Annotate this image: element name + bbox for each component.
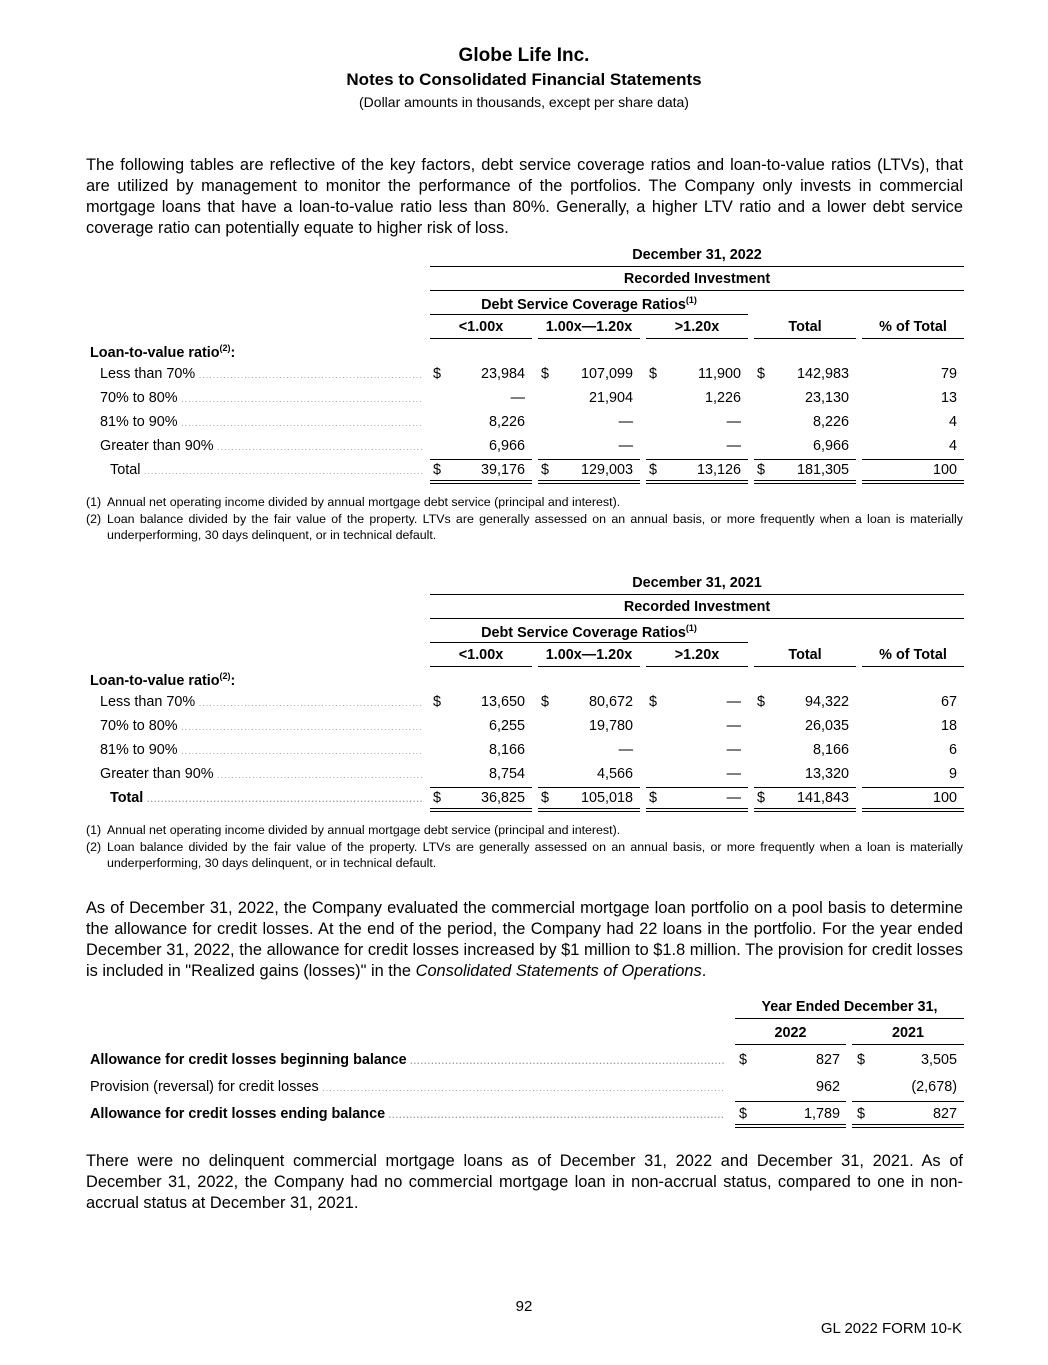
cell-2021: 827 — [932, 1106, 957, 1122]
rule — [754, 666, 856, 667]
double-rule — [430, 808, 532, 812]
cell-total: 94,322 — [804, 694, 849, 710]
row-label: Greater than 90% ..... — [100, 766, 423, 782]
cell-pct: 79 — [940, 366, 957, 382]
group-header: Year Ended December 31, — [761, 999, 938, 1015]
cell-pct: 6 — [948, 742, 957, 758]
page-subtitle: (Dollar amounts in thousands, except per share data) — [359, 94, 689, 110]
closing-paragraph: There were no delinquent commercial mortgage loans as of December 31, 2022 and December 31, 2021. As of December 31, 2022, the Company had no commercial mortgage loan in non-accrual status, compared to one in non-accrual status at December 31, 2021. — [86, 1152, 963, 1212]
column-header: 1.00x—1.20x — [545, 319, 633, 335]
section-footnote-ref: (2) — [219, 343, 231, 353]
rule — [430, 314, 748, 315]
row-label: 81% to 90% ..... — [100, 742, 423, 758]
footnote-text: Loan balance divided by the fair value of the property. LTVs are generally assessed on an annual basis, or more frequently when a loan is materially underperforming, 30 days delinquent, or in technical default. — [107, 512, 963, 542]
rule — [852, 1101, 964, 1102]
row-label: Greater than 90% ..... — [100, 438, 423, 454]
cell-total: 142,983 — [796, 366, 849, 382]
rule — [538, 338, 640, 339]
cell-c3: — — [726, 718, 741, 734]
rule — [735, 1018, 964, 1019]
footnote — [86, 494, 963, 510]
footnote-text: Annual net operating income divided by annual mortgage debt service (principal and interest). — [107, 823, 621, 837]
double-rule — [852, 1124, 964, 1128]
footnote-number: (2) — [86, 512, 102, 526]
double-rule — [430, 480, 532, 484]
rule — [430, 338, 532, 339]
dollar-sign: $ — [541, 790, 550, 806]
cell-c3: — — [726, 438, 741, 454]
dollar-sign: $ — [649, 366, 658, 382]
group-header: Recorded Investment — [623, 271, 771, 287]
column-header: <1.00x — [458, 647, 504, 663]
dollar-sign: $ — [739, 1052, 748, 1068]
cell-c1: 13,650 — [480, 694, 525, 710]
cell-total: 13,320 — [804, 766, 849, 782]
column-header: <1.00x — [458, 319, 504, 335]
dollar-sign: $ — [649, 462, 658, 478]
cell-c2: 80,672 — [588, 694, 633, 710]
total-cell-c2: 105,018 — [580, 790, 633, 806]
period-header: December 31, 2022 — [632, 247, 762, 263]
double-rule — [862, 808, 964, 812]
rule — [862, 338, 964, 339]
row-label: 70% to 80% ..... — [100, 718, 423, 734]
subgroup-label: Debt Service Coverage Ratios — [481, 624, 686, 641]
dollar-sign: $ — [649, 694, 658, 710]
section-label-text: Loan-to-value ratio — [90, 672, 220, 689]
section-label-suffix: : — [230, 672, 236, 689]
footnote-number: (1) — [86, 823, 102, 837]
cell-2021: (2,678) — [911, 1079, 957, 1095]
subgroup-header — [430, 623, 748, 641]
rule — [646, 787, 748, 788]
double-rule — [735, 1124, 846, 1128]
rule — [430, 594, 964, 595]
total-cell-c3: 13,126 — [696, 462, 741, 478]
group-header: Recorded Investment — [623, 599, 771, 615]
rule — [862, 459, 964, 460]
cell-c2: 4,566 — [596, 766, 633, 782]
company-name: Globe Life Inc. — [458, 45, 590, 66]
footnote — [86, 822, 963, 838]
allowance-paragraph — [86, 898, 963, 982]
cell-c1: 6,255 — [488, 718, 525, 734]
dollar-sign: $ — [739, 1106, 748, 1122]
cell-c2: 107,099 — [580, 366, 633, 382]
cell-c1: 23,984 — [480, 366, 525, 382]
footnote-number: (2) — [86, 840, 102, 854]
column-header: >1.20x — [674, 647, 720, 663]
cell-total: 8,166 — [812, 742, 849, 758]
double-rule — [538, 480, 640, 484]
row-label: Allowance for credit losses beginning balance ..... — [90, 1052, 724, 1068]
cell-c2: 21,904 — [588, 390, 633, 406]
allowance-paragraph-italic: Consolidated Statements of Operations — [415, 962, 702, 980]
rule — [538, 459, 640, 460]
allowance-paragraph-main: As of December 31, 2022, the Company evaluated the commercial mortgage loan portfolio on a pool basis to determine the allowance for credit losses. At the end of the period, the Company had 22 loans in the portfolio. For the year ended December 31, 2022, the allowance for credit losses increased by $1 million to $1.8 million. The provision for credit losses is included in "Realized gains (losses)" in the — [86, 899, 963, 980]
rule — [646, 459, 748, 460]
cell-c1: 8,166 — [488, 742, 525, 758]
cell-total: 8,226 — [812, 414, 849, 430]
dollar-sign: $ — [857, 1106, 866, 1122]
rule — [862, 787, 964, 788]
footnote-text: Loan balance divided by the fair value of the property. LTVs are generally assessed on an annual basis, or more frequently when a loan is materially underperforming, 30 days delinquent, or in technical default. — [107, 840, 963, 870]
dollar-sign: $ — [541, 462, 550, 478]
footnote — [86, 511, 963, 543]
rule — [430, 459, 532, 460]
row-label: Less than 70% ..... — [100, 366, 423, 382]
dollar-sign: $ — [433, 790, 442, 806]
rule — [538, 666, 640, 667]
cell-2022: 962 — [815, 1079, 840, 1095]
rule — [852, 1044, 964, 1045]
row-label: Provision (reversal) for credit losses ..... — [90, 1079, 724, 1095]
total-cell-c1: 39,176 — [480, 462, 525, 478]
subgroup-label: Debt Service Coverage Ratios — [481, 296, 686, 313]
column-header: >1.20x — [674, 319, 720, 335]
rule — [754, 787, 856, 788]
rule — [735, 1044, 846, 1045]
dollar-sign: $ — [541, 694, 550, 710]
total-cell-total: 141,843 — [796, 790, 849, 806]
page-number: 92 — [515, 1298, 533, 1315]
total-cell-c3: — — [726, 790, 741, 806]
row-label: 70% to 80% ..... — [100, 390, 423, 406]
total-cell-pct: 100 — [932, 790, 957, 806]
cell-c2: — — [618, 438, 633, 454]
period-header: December 31, 2021 — [632, 575, 762, 591]
form-label: GL 2022 FORM 10-K — [820, 1320, 962, 1337]
cell-c1: 8,754 — [488, 766, 525, 782]
rule — [735, 1101, 846, 1102]
cell-total: 23,130 — [804, 390, 849, 406]
dollar-sign: $ — [433, 694, 442, 710]
row-label: Allowance for credit losses ending balance ..... — [90, 1106, 724, 1122]
cell-c1: 6,966 — [488, 438, 525, 454]
year-header: 2022 — [774, 1025, 807, 1041]
year-header: 2021 — [891, 1025, 924, 1041]
row-label: Less than 70% ..... — [100, 694, 423, 710]
rule — [646, 666, 748, 667]
rule — [430, 618, 964, 619]
cell-total: 26,035 — [804, 718, 849, 734]
dollar-sign: $ — [433, 366, 442, 382]
cell-c3: — — [726, 742, 741, 758]
dollar-sign: $ — [757, 790, 766, 806]
rule — [862, 666, 964, 667]
subgroup-footnote-ref: (1) — [685, 295, 697, 305]
section-footnote-ref: (2) — [219, 671, 231, 681]
rule — [430, 787, 532, 788]
rule — [646, 338, 748, 339]
rule — [430, 642, 748, 643]
section-label-suffix: : — [230, 344, 236, 361]
cell-pct: 67 — [940, 694, 957, 710]
column-header: % of Total — [879, 319, 947, 335]
footnote — [86, 839, 963, 871]
dollar-sign: $ — [433, 462, 442, 478]
rule — [538, 787, 640, 788]
dollar-sign: $ — [649, 790, 658, 806]
rule — [430, 666, 532, 667]
footnote-number: (1) — [86, 495, 102, 509]
column-header: % of Total — [879, 647, 947, 663]
total-cell-c1: 36,825 — [480, 790, 525, 806]
cell-pct: 4 — [948, 438, 957, 454]
cell-c3: 1,226 — [704, 390, 741, 406]
cell-2022: 827 — [815, 1052, 840, 1068]
subgroup-footnote-ref: (1) — [685, 623, 697, 633]
rule — [430, 266, 964, 267]
cell-c2: 19,780 — [588, 718, 633, 734]
total-cell-pct: 100 — [932, 462, 957, 478]
footnote-text: Annual net operating income divided by annual mortgage debt service (principal and interest). — [107, 495, 621, 509]
cell-c3: 11,900 — [698, 366, 741, 382]
total-label: Total ..... — [110, 462, 423, 478]
cell-c3: — — [726, 766, 741, 782]
double-rule — [646, 480, 748, 484]
rule — [754, 338, 856, 339]
double-rule — [538, 808, 640, 812]
dollar-sign: $ — [757, 366, 766, 382]
cell-total: 6,966 — [812, 438, 849, 454]
cell-c1: 8,226 — [488, 414, 525, 430]
cell-c3: — — [726, 414, 741, 430]
double-rule — [754, 808, 856, 812]
dollar-sign: $ — [541, 366, 550, 382]
cell-pct: 18 — [940, 718, 957, 734]
section-label — [90, 671, 235, 689]
cell-2021: 3,505 — [920, 1052, 957, 1068]
cell-c2: — — [618, 742, 633, 758]
total-cell-total: 181,305 — [796, 462, 849, 478]
double-rule — [862, 480, 964, 484]
page-title: Notes to Consolidated Financial Statements — [346, 70, 702, 89]
intro-paragraph: The following tables are reflective of the key factors, debt service coverage ratios and loan-to-value ratios (LTVs), that are utilized by management to monitor the performance of the portfolios. The Company only invests in commercial mortgage loans that have a loan-to-value ratio less than 80%. Generally, a higher LTV ratio and a lower debt service coverage ratio can potentially equate to higher risk of loss. — [86, 156, 963, 237]
dollar-sign: $ — [757, 694, 766, 710]
column-header: Total — [788, 647, 822, 663]
rule — [754, 459, 856, 460]
cell-c3: — — [726, 694, 741, 710]
subgroup-header — [430, 295, 748, 313]
cell-2022: 1,789 — [803, 1106, 840, 1122]
row-label: 81% to 90% ..... — [100, 414, 423, 430]
rule — [430, 290, 964, 291]
total-label: Total ..... — [110, 790, 423, 806]
cell-c2: — — [618, 414, 633, 430]
cell-pct: 4 — [948, 414, 957, 430]
cell-c1: — — [510, 390, 525, 406]
double-rule — [646, 808, 748, 812]
dollar-sign: $ — [757, 462, 766, 478]
section-label-text: Loan-to-value ratio — [90, 344, 220, 361]
column-header: Total — [788, 319, 822, 335]
cell-pct: 13 — [940, 390, 957, 406]
dollar-sign: $ — [857, 1052, 866, 1068]
total-cell-c2: 129,003 — [580, 462, 633, 478]
section-label — [90, 343, 235, 361]
column-header: 1.00x—1.20x — [545, 647, 633, 663]
allowance-paragraph-end: . — [701, 962, 707, 980]
cell-pct: 9 — [948, 766, 957, 782]
double-rule — [754, 480, 856, 484]
